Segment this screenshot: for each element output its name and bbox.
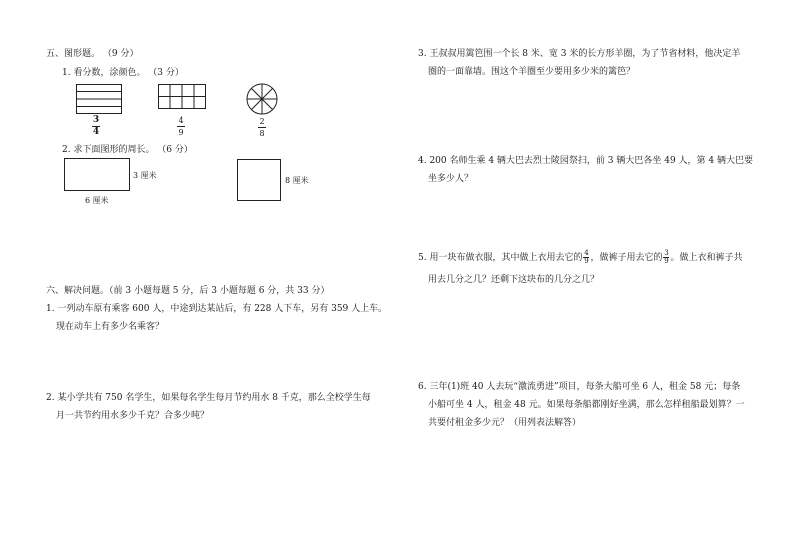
problem1-line1: 1. 一列动车原有乘客 600 人，中途到达某站后，有 228 人下车，另有 359 人上车。 bbox=[46, 304, 388, 314]
fraction-numerator: 3 bbox=[664, 249, 669, 257]
problem6-line3: 共要付租金多少元？（用列表法解答） bbox=[428, 418, 582, 428]
fraction-4-9 bbox=[177, 116, 185, 137]
fraction-3-4 bbox=[92, 116, 100, 137]
q2-instruction: 2. 求下面图形的周长。 （6 分） bbox=[62, 145, 193, 155]
rect-height-label: 3 厘米 bbox=[133, 171, 157, 180]
fraction-denominator: 9 bbox=[664, 257, 669, 265]
q1-instruction: 1. 看分数，涂颜色。 （3 分） bbox=[62, 68, 184, 78]
fraction-numerator: 2 bbox=[259, 117, 265, 126]
problem5-fraction-3-9 bbox=[663, 250, 669, 265]
square-side-label: 8 厘米 bbox=[285, 176, 309, 185]
section5-heading: 五、图形题。 （9 分） bbox=[46, 49, 139, 59]
fraction-numerator: 4 bbox=[584, 249, 589, 257]
fraction-denominator: 4 bbox=[92, 127, 100, 137]
fraction-numerator: 4 bbox=[178, 116, 184, 125]
problem1-line2: 现在动车上有多少名乘客？ bbox=[56, 322, 165, 332]
problem5-text-c: 。做上衣和裤子共 bbox=[670, 252, 743, 263]
rect-width-label: 6 厘米 bbox=[85, 196, 109, 205]
perimeter-rectangle bbox=[64, 158, 130, 191]
problem5-text-a: 5. 用一块布做衣服，其中做上衣用去它的 bbox=[418, 252, 583, 263]
fraction-denominator: 8 bbox=[259, 129, 265, 138]
fraction-denominator: 9 bbox=[584, 257, 589, 265]
problem3-line1: 3. 王叔叔用篱笆围一个长 8 米、宽 3 米的长方形羊圈，为了节省材料，他决定羊 bbox=[418, 49, 741, 59]
problem5-line2: 用去几分之几？还剩下这块布的几分之几？ bbox=[428, 275, 600, 285]
fraction-2-8 bbox=[258, 117, 266, 138]
figure-strips-rect[interactable] bbox=[76, 84, 122, 114]
problem4-line2: 坐多少人？ bbox=[428, 174, 474, 184]
problem5-fraction-4-9 bbox=[583, 250, 589, 265]
problem2-line1: 2. 某小学共有 750 名学生，如果每名学生每月节约用水 8 千克，那么全校学生每 bbox=[46, 393, 371, 403]
perimeter-square bbox=[237, 159, 281, 201]
problem6-line1: 6. 三年(1)班 40 人去玩“激流勇进”项目，每条大船可坐 6 人，租金 58 元；每条 bbox=[418, 382, 741, 392]
problem5-line1 bbox=[418, 250, 742, 265]
fraction-numerator: 3 bbox=[92, 115, 100, 125]
section6-heading: 六、解决问题。（前 3 小题每题 5 分，后 3 小题每题 6 分，共 33 分） bbox=[46, 286, 330, 296]
figure-circle-eighths[interactable] bbox=[246, 83, 278, 115]
problem4-line1: 4. 200 名师生乘 4 辆大巴去烈士陵园祭扫，前 3 辆大巴各坐 49 人，第 4 辆大巴要 bbox=[418, 156, 754, 166]
problem6-line2: 小船可坐 4 人，租金 48 元。如果每条船都刚好坐满，那么怎样租船最划算？一 bbox=[428, 400, 745, 410]
problem2-line2: 月一共节约用水多少千克？合多少吨？ bbox=[56, 411, 210, 421]
problem5-text-b: ，做裤子用去它的 bbox=[590, 252, 663, 263]
figure-grid-rect[interactable] bbox=[158, 84, 206, 109]
fraction-denominator: 9 bbox=[178, 128, 184, 137]
problem3-line2: 圈的一面靠墙。围这个羊圈至少要用多少米的篱笆？ bbox=[428, 67, 636, 77]
